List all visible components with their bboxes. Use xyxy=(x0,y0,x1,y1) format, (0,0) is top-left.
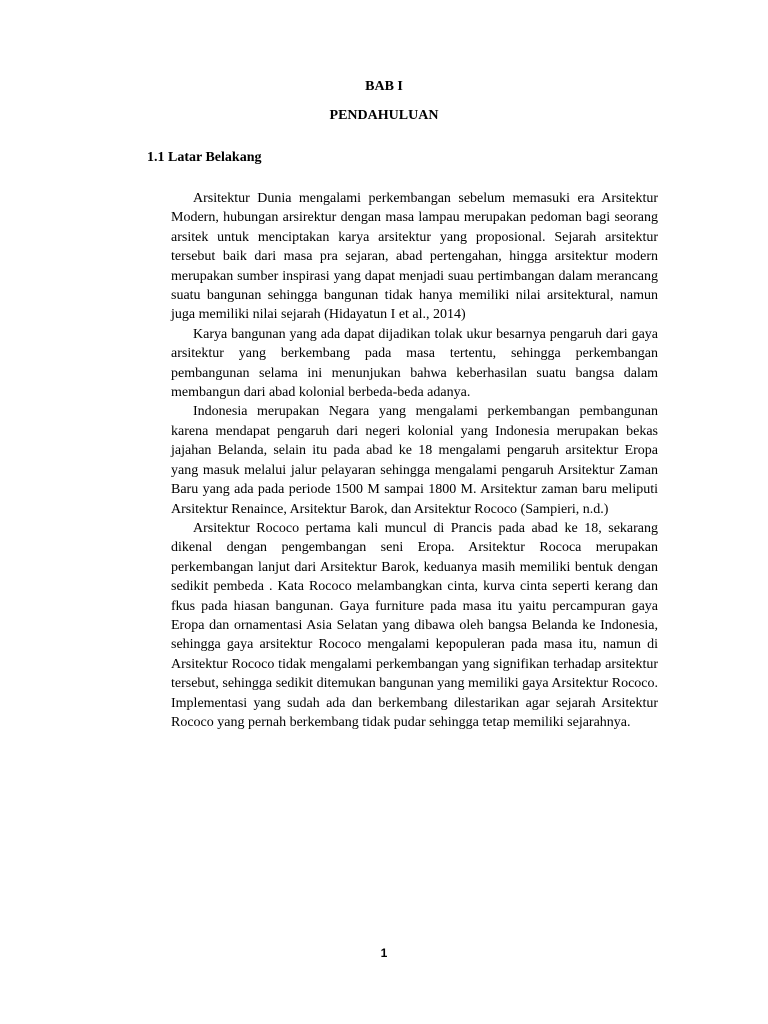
chapter-title: BAB I xyxy=(365,79,403,94)
section-heading: 1.1 Latar Belakang xyxy=(147,150,262,165)
chapter-subtitle: PENDAHULUAN xyxy=(329,108,439,123)
paragraph: Arsitektur Dunia mengalami perkembangan sebelum memasuki era Arsitektur Modern, hubungan arsirektur dengan masa lampau merupakan pedoman bagi seorang arsitek untuk menciptakan karya arsitektur yang proposional. Sejarah arsitektur tersebut baik dari masa pra sejaran, abad pertengahan, hingga arsitektur modern merupakan sumber inspirasi yang dapat menjadi suau pertimbangan dalam merancang suatu bangunan sehingga bangunan tidak hanya memiliki nilai arsitektural, namun juga memiliki nilai sejarah (Hidayatun I et al., 2014) xyxy=(171,191,658,323)
body-text xyxy=(171,189,658,732)
paragraph: Arsitektur Rococo pertama kali muncul di Prancis pada abad ke 18, sekarang dikenal dengan pengembangan seni Eropa. Arsitektur Rococa merupakan perkembangan lanjut dari Arsitektur Barok, keduanya masih memiliki bentuk dengan sedikit pembeda . Kata Rococo melambangkan cinta, kurva cinta seperti kerang dan fkus pada hiasan bangunan. Gaya furniture pada masa itu yaitu percampuran gaya Eropa dan ornamentasi Asia Selatan yang dibawa oleh bangsa Belanda ke Indonesia, sehingga gaya arsitektur Rococo mengalami kepopuleran pada masa itu, namun di Arsitektur Rococo tidak mengalami perkembangan yang signifikan terhadap arsitektur tersebut, sehingga sedikit ditemukan bangunan yang memiliki gaya Arsitektur Rococo. Implementasi yang sudah ada dan berkembang dilestarikan agar sejarah Arsitektur Rococo yang pernah berkembang tidak pudar sehingga tetap memiliki sejarahnya. xyxy=(171,520,658,730)
paragraph: Karya bangunan yang ada dapat dijadikan tolak ukur besarnya pengaruh dari gaya arsitektur yang berkembang pada masa tertentu, sehingga perkembangan pembangunan selama ini menunjukan bahwa keberhasilan suatu bangsa dalam membangun dari abad kolonial berbeda-beda adanya. xyxy=(171,326,658,401)
page-number: 1 xyxy=(380,946,388,960)
paragraph: Indonesia merupakan Negara yang mengalami perkembangan pembangunan karena mendapat pengaruh dari negeri kolonial yang Indonesia merupakan bekas jajahan Belanda, selain itu pada abad ke 18 mengalami pengaruh arsitektur Eropa yang masuk melalui jalur pelayaran sehingga mengalami pengaruh Arsitektur Zaman Baru yang ada pada periode 1500 M sampai 1800 M. Arsitektur zaman baru meliputi Arsitektur Renaince, Arsitektur Barok, dan Arsitektur Rococo (Sampieri, n.d.) xyxy=(171,404,658,517)
